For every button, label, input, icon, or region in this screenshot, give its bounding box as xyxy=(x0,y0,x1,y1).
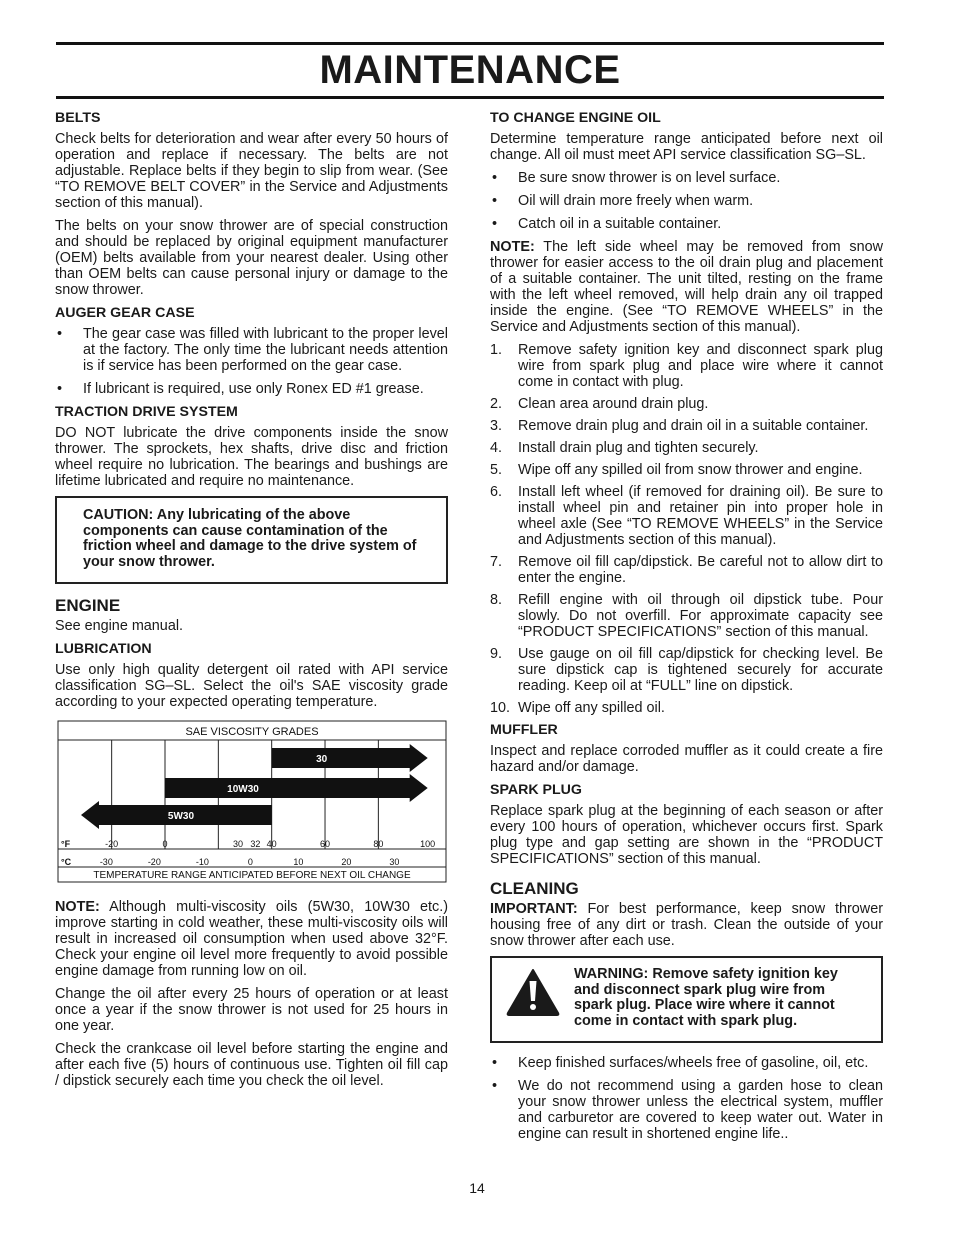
oil-check-paragraph: Check the crankcase oil level before starting the engine and after each five (5) hours of continuous use. Tighten oil fill cap / dipstick securely each time you check the oil level. xyxy=(55,1041,448,1089)
step-text: Remove oil fill cap/dipstick. Be careful not to allow dirt to enter the engine. xyxy=(518,554,883,586)
bar-label: 5W30 xyxy=(167,811,195,822)
step-number: 8. xyxy=(490,592,503,608)
c-tick-label: -30 xyxy=(99,857,113,867)
list-item: • If lubricant is required, use only Ronex ED #1 grease. xyxy=(55,381,448,397)
step-number: 6. xyxy=(490,484,503,500)
step-number: 9. xyxy=(490,646,503,662)
f-tick-label: 100 xyxy=(420,839,436,849)
step-text: Wipe off any spilled oil. xyxy=(518,700,665,716)
list-item xyxy=(490,418,883,434)
list-item: • We do not recommend using a garden hose to clean your snow thrower unless the electrical system, muffler and carburetor are covered to keep water out. Water in engine can result in shortened engine life.. xyxy=(490,1078,883,1142)
f-tick-label: 0 xyxy=(162,839,168,849)
note-text: The left side wheel may be removed from snow thrower for easier access to the oil drain plug and placement of a suitable container. The unit tilted, resting on the frame with the left wheel removed, will help drain any oil trapped inside the engine. (See “TO REMOVE WHEELS” in the Service and Adjustments section of this manual). xyxy=(490,239,883,335)
important-label: IMPORTANT: xyxy=(490,901,578,917)
step-number: 1. xyxy=(490,342,503,358)
step-text: Remove safety ignition key and disconnect spark plug wire from spark plug and place wire where it cannot come in contact with plug. xyxy=(518,342,883,390)
list-item xyxy=(490,700,883,716)
note-text: Although multi-viscosity oils (5W30, 10W30 etc.) improve starting in cold weather, these multi-viscosity oils will result in increased oil consumption when used above 32°F. Check your engine oil level more frequently to avoid possible engine damage from running low on oil. xyxy=(55,899,448,979)
bar-10w30 xyxy=(165,774,428,802)
auger-heading: AUGER GEAR CASE xyxy=(55,305,195,321)
belts-paragraph-2: The belts on your snow thrower are of special construction and should be replaced by original equipment manufacturer (OEM) belts available from your nearest dealer. Using other than OEM belts can cause personal injury or damage to the snow thrower. xyxy=(55,218,448,298)
top-rule xyxy=(56,42,884,45)
page-title: MAINTENANCE xyxy=(319,48,621,92)
step-text: Use gauge on oil fill cap/dipstick for checking level. Be sure dipstick cap is tightened securely for accurate reading. Keep oil at “FULL” line on dipstick. xyxy=(518,646,883,694)
list-item: • Oil will drain more freely when warm. xyxy=(490,193,883,209)
page-number: 14 xyxy=(469,1180,485,1196)
c-tick-label: 30 xyxy=(389,857,400,867)
list-item xyxy=(490,462,883,478)
left-column xyxy=(55,110,448,1096)
cleaning-heading: CLEANING xyxy=(490,879,579,898)
important-paragraph xyxy=(490,901,883,949)
f-tick-label: 32 xyxy=(250,839,261,849)
bar-label: 30 xyxy=(316,754,328,765)
spark-plug-heading: SPARK PLUG xyxy=(490,782,582,798)
list-item xyxy=(490,342,883,390)
celsius-unit: °C xyxy=(61,857,72,867)
c-tick-label: -10 xyxy=(195,857,209,867)
fahrenheit-unit: °F xyxy=(61,839,71,849)
f-tick-label: -20 xyxy=(105,839,119,849)
viscosity-chart-svg xyxy=(57,720,447,883)
auger-list xyxy=(55,326,448,397)
step-text: Refill engine with oil through oil dipstick tube. Pour slowly. Do not overfill. For approximate capacity see “PRODUCT SPECIFICATIONS” section of this manual. xyxy=(518,592,883,640)
list-item xyxy=(490,440,883,456)
step-number: 5. xyxy=(490,462,503,478)
spark-plug-paragraph: Replace spark plug at the beginning of each season or after every 100 hours of operation, whichever occurs first. Spark plug type and gap setting are shown in the “PRODUCT SPECIFICATIONS” section of this manual. xyxy=(490,803,883,867)
f-tick-label: 30 xyxy=(233,839,244,849)
title-rule xyxy=(56,96,884,99)
list-item: • Be sure snow thrower is on level surface. xyxy=(490,170,883,186)
f-tick-label: 40 xyxy=(266,839,277,849)
cleaning-list xyxy=(490,1055,883,1142)
engine-heading: ENGINE xyxy=(55,596,121,615)
chart-xlabel: TEMPERATURE RANGE ANTICIPATED BEFORE NEXT OIL CHANGE xyxy=(93,870,411,881)
right-column xyxy=(490,110,883,1149)
step-number: 10. xyxy=(490,700,511,716)
step-text: Clean area around drain plug. xyxy=(518,396,709,412)
traction-heading: TRACTION DRIVE SYSTEM xyxy=(55,404,238,420)
lubrication-paragraph: Use only high quality detergent oil rated with API service classification SG–SL. Select the oil's SAE viscosity grade according to your expected operating temperature. xyxy=(55,662,448,710)
list-item xyxy=(490,484,883,548)
muffler-heading: MUFFLER xyxy=(490,722,558,738)
belts-paragraph-1: Check belts for deterioration and wear after every 50 hours of operation and replace if necessary. The belts are not adjustable. Replace belts if they begin to slip from wear. (See “TO REMOVE BELT COVER” in the Service and Adjustments section of this manual). xyxy=(55,131,448,211)
note-paragraph xyxy=(55,899,448,979)
step-text: Remove drain plug and drain oil in a suitable container. xyxy=(518,418,869,434)
step-number: 7. xyxy=(490,554,503,570)
oil-paragraph: Determine temperature range anticipated before next oil change. All oil must meet API service classification SG–SL. xyxy=(490,131,883,163)
oil-list xyxy=(490,170,883,232)
belts-heading: BELTS xyxy=(55,110,101,126)
note-label: NOTE: xyxy=(55,899,100,915)
step-text: Wipe off any spilled oil from snow thrower and engine. xyxy=(518,462,863,478)
c-tick-label: 0 xyxy=(247,857,253,867)
c-tick-label: 10 xyxy=(293,857,304,867)
bar-30 xyxy=(272,744,428,772)
muffler-paragraph: Inspect and replace corroded muffler as it could create a fire hazard and/or damage. xyxy=(490,743,883,775)
f-tick-label: 60 xyxy=(320,839,331,849)
list-item xyxy=(490,396,883,412)
c-tick-label: -20 xyxy=(147,857,161,867)
chart-title: SAE VISCOSITY GRADES xyxy=(185,726,319,738)
important-text: For best performance, keep snow thrower housing free of any dirt or trash. Clean the outside of your snow thrower after each use. xyxy=(490,901,883,949)
warning-text: WARNING: Remove safety ignition key and disconnect spark plug wire from spark plug. Place wire where it cannot come in contact with spark plug. xyxy=(574,966,838,1029)
warning-box xyxy=(490,956,883,1043)
caution-box: CAUTION: Any lubricating of the above components can cause contamination of the friction wheel and damage to the drive system of your snow thrower. xyxy=(55,496,448,584)
step-text: Install left wheel (if removed for draining oil). Be sure to install wheel pin and retainer pin into proper hole in wheel axle (See “TO REMOVE WHEELS” in the Service and Adjustments section of this manual). xyxy=(518,484,883,548)
oil-steps-list xyxy=(490,342,883,716)
engine-paragraph: See engine manual. xyxy=(55,618,184,634)
list-item xyxy=(490,554,883,586)
note-label: NOTE: xyxy=(490,239,535,255)
list-item xyxy=(490,592,883,640)
warning-icon xyxy=(506,967,560,1017)
oil-heading: TO CHANGE ENGINE OIL xyxy=(490,110,661,126)
c-tick-label: 20 xyxy=(341,857,352,867)
bar-label: 10W30 xyxy=(227,784,259,795)
list-item: • The gear case was filled with lubricant to the proper level at the factory. The only time the lubricant needs attention is if service has been performed on the gear case. xyxy=(55,326,448,374)
step-number: 4. xyxy=(490,440,503,456)
step-text: Install drain plug and tighten securely. xyxy=(518,440,759,456)
list-item xyxy=(490,646,883,694)
traction-paragraph: DO NOT lubricate the drive components inside the snow thrower. The sprockets, hex shafts, drive disc and friction wheel require no lubrication. The bearings and bushings are lifetime lubricated and require no maintenance. xyxy=(55,425,448,489)
list-item: • Keep finished surfaces/wheels free of gasoline, oil, etc. xyxy=(490,1055,883,1071)
f-tick-label: 80 xyxy=(373,839,384,849)
lubrication-heading: LUBRICATION xyxy=(55,641,152,657)
list-item: • Catch oil in a suitable container. xyxy=(490,216,883,232)
step-number: 3. xyxy=(490,418,503,434)
wheel-note-paragraph xyxy=(490,239,883,335)
oil-change-paragraph: Change the oil after every 25 hours of operation or at least once a year if the snow thrower is not used for 25 hours in one year. xyxy=(55,986,448,1034)
step-number: 2. xyxy=(490,396,503,412)
viscosity-chart xyxy=(57,720,448,887)
